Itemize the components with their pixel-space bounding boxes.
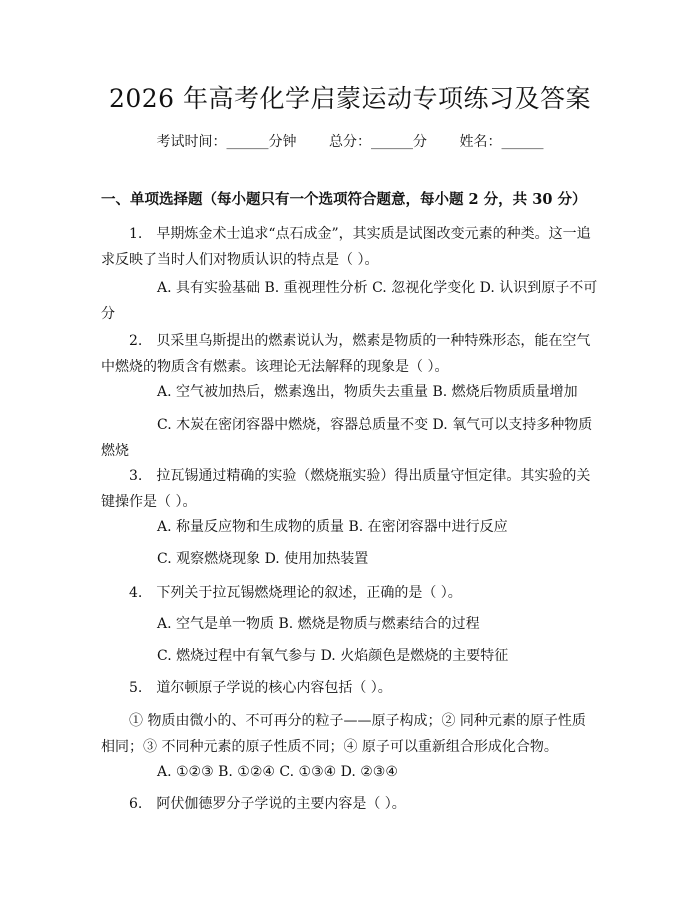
question-options: A. 具有实验基础 B. 重视理性分析 C. 忽视化学变化 D. 认识到原子不可分	[101, 280, 598, 322]
page-title: 2026 年高考化学启蒙运动专项练习及答案	[108, 84, 592, 113]
question-options: A. 空气被加热后，燃素逸出，物质失去重量 B. 燃烧后物质质量增加	[157, 384, 578, 400]
question-stem: 5. 道尔顿原子学说的核心内容包括（ ）。	[129, 680, 392, 696]
question-2-options-a	[101, 379, 599, 405]
question-stem: 4. 下列关于拉瓦锡燃烧理论的叙述，正确的是（ ）。	[129, 585, 462, 601]
question-4-options-b	[101, 643, 599, 669]
question-options: A. 称量反应物和生成物的质量 B. 在密闭容器中进行反应	[157, 519, 508, 535]
question-4	[101, 580, 599, 606]
question-options: C. 木炭在密闭容器中燃烧，容器总质量不变 D. 氧气可以支持多种物质燃烧	[101, 417, 593, 459]
question-2-options-b	[101, 412, 599, 464]
question-stem: 1. 早期炼金术士追求“点石成金”，其实质是试图改变元素的种类。这一追求反映了当时人们对物质认识的特点是（ ）。	[101, 226, 591, 268]
question-3-options-a	[101, 514, 599, 540]
question-options: A. 空气是单一物质 B. 燃烧是物质与燃素结合的过程	[157, 616, 480, 632]
question-stem: 3. 拉瓦锡通过精确的实验（燃烧瓶实验）得出质量守恒定律。其实验的关键操作是（ ）。	[101, 468, 591, 510]
question-stem: 2. 贝采里乌斯提出的燃素说认为，燃素是物质的一种特殊形态，能在空气中燃烧的物质含有燃素。该理论无法解释的现象是（ ）。	[101, 333, 591, 375]
question-2	[101, 328, 599, 380]
question-6	[101, 791, 599, 817]
question-1-options	[101, 275, 599, 327]
question-options: A. ①②③ B. ①②④ C. ①③④ D. ②③④	[157, 764, 398, 780]
exam-time: 考试时间：______分钟	[156, 134, 297, 150]
section-heading: 一、单项选择题（每小题只有一个选项符合题意，每小题 2 分，共 30 分）	[101, 191, 587, 208]
question-5-statements	[101, 708, 599, 760]
question-4-options-a	[101, 611, 599, 637]
question-stem: 6. 阿伏伽德罗分子学说的主要内容是（ ）。	[129, 796, 406, 812]
question-1	[101, 221, 599, 273]
exam-score: 总分：______分	[329, 134, 427, 150]
question-5-options	[101, 759, 599, 785]
student-name: 姓名：______	[459, 134, 544, 150]
exam-meta	[0, 132, 700, 152]
question-3	[101, 463, 599, 515]
question-5	[101, 675, 599, 701]
question-3-options-b	[101, 546, 599, 572]
question-options: C. 观察燃烧现象 D. 使用加热装置	[157, 551, 369, 567]
question-options: C. 燃烧过程中有氧气参与 D. 火焰颜色是燃烧的主要特征	[157, 648, 509, 664]
question-statements: ① 物质由微小的、不可再分的粒子——原子构成；② 同种元素的原子性质相同；③ 不同种元素的原子性质不同；④ 原子可以重新组合形成化合物。	[101, 713, 586, 755]
